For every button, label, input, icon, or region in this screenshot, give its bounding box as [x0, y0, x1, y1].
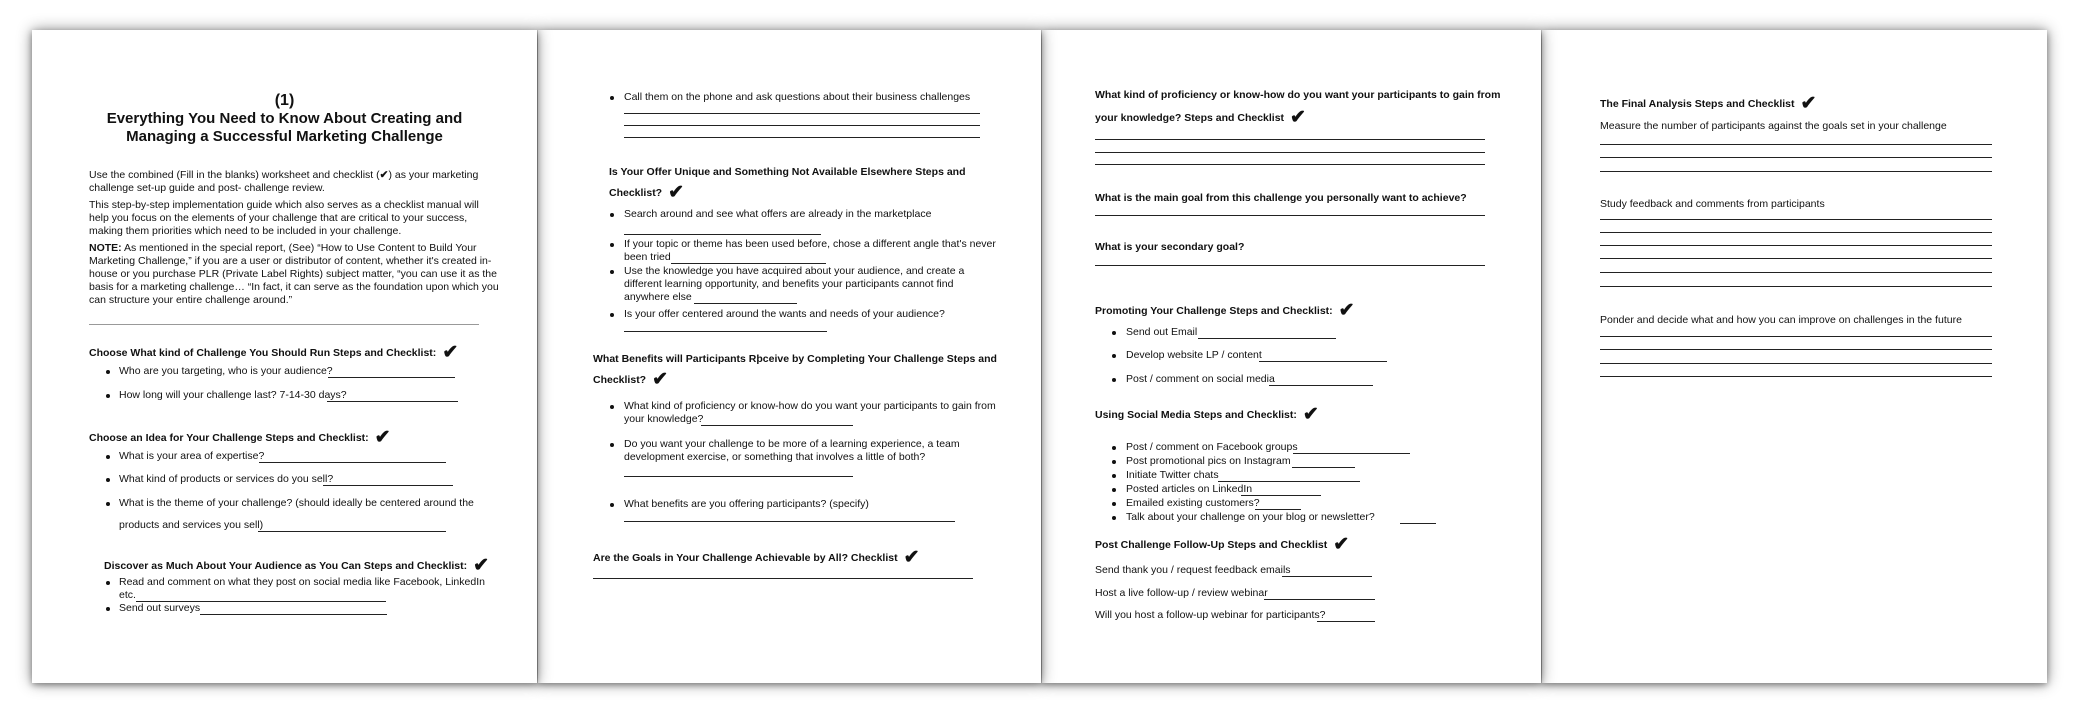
answer-line[interactable] [1095, 265, 1485, 266]
document-page-2 [538, 30, 1041, 683]
bullet-icon [1112, 354, 1116, 358]
answer-line[interactable] [1600, 258, 1992, 259]
question-text: What is your area of expertise? [119, 450, 265, 462]
heading-text: Promoting Your Challenge Steps and Checklist: [1095, 305, 1333, 317]
bullet-icon [106, 394, 110, 398]
bullet-icon [1112, 446, 1116, 450]
checklist-item: Post / comment on Facebook groups [1126, 441, 1298, 453]
section-heading [609, 182, 684, 204]
bullet-icon [1112, 331, 1116, 335]
intro-paragraph [89, 169, 478, 182]
question-heading: What is the main goal from this challenge you personally want to achieve? [1095, 192, 1467, 204]
question-text: anywhere else [624, 291, 692, 303]
checklist-item: Develop website LP / content [1126, 349, 1262, 361]
bullet-icon [610, 503, 614, 507]
question-text: Call them on the phone and ask questions about their business challenges [624, 91, 971, 103]
heading-text: Discover as Much About Your Audience as You Can Steps and Checklist: [104, 560, 468, 572]
heading-text: Checklist? [609, 187, 663, 199]
question-text: Read and comment on what they post on social media like Facebook, LinkedIn [119, 576, 485, 588]
bullet-icon [106, 502, 110, 506]
document-title-line-1: Everything You Need to Know About Creating and [106, 110, 463, 127]
note-label: NOTE: [89, 242, 122, 254]
bullet-icon [106, 581, 110, 585]
intro-text: ) as your marketing [388, 169, 479, 181]
answer-line[interactable] [624, 476, 853, 477]
section-heading [89, 428, 391, 447]
answer-line[interactable] [1600, 272, 1992, 273]
checklist-item: Host a live follow-up / review webinar [1095, 587, 1268, 599]
bullet-icon [106, 370, 110, 374]
intro-text: Use the combined (Fill in the blanks) worksheet and checklist ( [89, 169, 380, 181]
bullet-icon [1112, 460, 1116, 464]
checkmark-icon: ✔ [1302, 404, 1319, 425]
guide-text: This step-by-step implementation guide which also serves as a checklist manual will [89, 199, 479, 211]
question-text: different learning opportunity, and benefits your participants cannot find [624, 278, 954, 290]
bullet-icon [1112, 516, 1116, 520]
checklist-item: Initiate Twitter chats [1126, 469, 1219, 481]
answer-blank[interactable] [1264, 599, 1375, 600]
question-text: Search around and see what offers are already in the marketplace [624, 208, 932, 220]
bullet-icon [1112, 378, 1116, 382]
checklist-item: Send out Email [1126, 326, 1198, 338]
question-text: etc. [119, 589, 136, 601]
answer-line[interactable] [1095, 215, 1485, 216]
question-text: been tried [624, 251, 671, 263]
bullet-icon [106, 607, 110, 611]
answer-line[interactable] [1600, 363, 1992, 364]
checklist-item: Measure the number of participants against the goals set in your challenge [1600, 120, 1947, 132]
intro-text: challenge set-up guide and post- challenge review. [89, 182, 325, 194]
document-title-line-2: Managing a Successful Marketing Challenge [126, 128, 443, 145]
answer-blank[interactable] [1198, 338, 1336, 339]
heading-text: Using Social Media Steps and Checklist: [1095, 409, 1297, 421]
answer-line[interactable] [624, 331, 827, 332]
checkmark-icon: ✔ [1290, 107, 1306, 128]
question-text: What is the theme of your challenge? (should ideally be centered around the [119, 497, 474, 509]
bullet-icon [610, 443, 614, 447]
answer-blank[interactable] [1282, 576, 1372, 577]
section-heading [1095, 301, 1355, 320]
answer-blank[interactable] [1218, 481, 1360, 482]
answer-blank[interactable] [258, 531, 446, 532]
section-heading [1095, 535, 1349, 554]
note-text: Marketing Challenge,” if you are a user or distributor of content, whether it's created in- [89, 255, 492, 267]
heading-text: Are the Goals in Your Challenge Achievable by All? Checklist [593, 552, 898, 564]
note-text: house or you purchase PLR (Private Label Rights) subject matter, “you can use it as the [89, 268, 497, 280]
section-heading [1600, 94, 1816, 113]
checkmark-icon: ✔ [374, 427, 391, 448]
heading-text: Choose What kind of Challenge You Should Run Steps and Checklist: [89, 347, 437, 359]
question-text: products and services you sell) [119, 519, 264, 531]
answer-line[interactable] [1600, 144, 1992, 145]
bullet-icon [610, 96, 614, 100]
section-heading [104, 556, 489, 575]
checkmark-icon: ✔ [473, 555, 490, 576]
answer-line[interactable] [1600, 286, 1992, 287]
section-heading [1095, 107, 1306, 129]
answer-blank[interactable] [694, 303, 797, 304]
answer-line[interactable] [1600, 336, 1992, 337]
bullet-icon [610, 213, 614, 217]
question-text: development exercise, or something that involves a little of both? [624, 451, 926, 463]
bullet-icon [106, 478, 110, 482]
answer-blank[interactable] [1400, 523, 1436, 524]
question-text: Do you want your challenge to be more of a learning experience, a team [624, 438, 960, 450]
section-heading: What kind of proficiency or know-how do you want your participants to gain from [1095, 89, 1501, 101]
answer-line[interactable] [1600, 171, 1992, 172]
answer-line[interactable] [624, 234, 821, 235]
checkmark-icon: ✔ [903, 547, 920, 568]
checklist-item: Post / comment on social media [1126, 373, 1275, 385]
question-text: Is your offer centered around the wants and needs of your audience? [624, 308, 945, 320]
section-heading [593, 369, 668, 391]
answer-line[interactable] [624, 137, 980, 138]
answer-line[interactable] [1600, 376, 1992, 377]
answer-line[interactable] [1600, 219, 1992, 220]
answer-blank[interactable] [1255, 509, 1301, 510]
note-text: As mentioned in the special report, (See) “How to Use Content to Build Your [121, 242, 477, 254]
bullet-icon [106, 455, 110, 459]
answer-line[interactable] [624, 521, 955, 522]
note-text: basis for a marketing challenge… “In fact, it can serve as the foundation upon which you [89, 281, 499, 293]
note-paragraph [89, 242, 477, 255]
answer-line[interactable] [1095, 139, 1485, 140]
checklist-item: Ponder and decide what and how you can improve on challenges in the future [1600, 314, 1962, 326]
checkmark-icon: ✔ [1800, 93, 1817, 114]
answer-blank[interactable] [1292, 467, 1355, 468]
checklist-item: Talk about your challenge on your blog or newsletter? [1126, 511, 1375, 523]
checkmark-icon: ✔ [379, 169, 389, 181]
question-text: How long will your challenge last? 7-14-30 days? [119, 389, 347, 401]
answer-line[interactable] [1095, 164, 1485, 165]
answer-line[interactable] [1600, 245, 1992, 246]
section-heading [593, 548, 920, 567]
checklist-item: Send thank you / request feedback emails [1095, 564, 1291, 576]
heading-text: The Final Analysis Steps and Checklist [1600, 98, 1795, 110]
question-text: Use the knowledge you have acquired about your audience, and create a [624, 265, 965, 277]
page-number: (1) [274, 92, 295, 109]
answer-line[interactable] [1600, 157, 1992, 158]
question-text: What benefits are you offering participants? (specify) [624, 498, 869, 510]
bullet-icon [610, 405, 614, 409]
answer-blank[interactable] [1269, 385, 1373, 386]
question-text: your knowledge? [624, 413, 704, 425]
answer-line[interactable] [1600, 232, 1992, 233]
answer-blank[interactable] [1241, 495, 1321, 496]
section-heading: Is Your Offer Unique and Something Not Available Elsewhere Steps and [609, 166, 966, 178]
question-text: Send out surveys [119, 602, 201, 614]
answer-line[interactable] [624, 125, 980, 126]
answer-blank[interactable] [323, 485, 453, 486]
divider [89, 324, 479, 325]
document-page-3 [1042, 30, 1541, 683]
question-heading: What is your secondary goal? [1095, 241, 1245, 253]
bullet-icon [1112, 474, 1116, 478]
answer-blank[interactable] [328, 377, 455, 378]
bullet-icon [1112, 502, 1116, 506]
question-text: Who are you targeting, who is your audience? [119, 365, 333, 377]
document-page-1 [32, 30, 537, 683]
question-text: What kind of products or services do you sell? [119, 473, 334, 485]
bullet-icon [1112, 488, 1116, 492]
bullet-icon [610, 243, 614, 247]
answer-line[interactable] [1095, 152, 1485, 153]
section-heading: What Benefits will Participants Rþceive by Completing Your Challenge Steps and [593, 353, 997, 365]
answer-blank[interactable] [327, 401, 458, 402]
question-text: If your topic or theme has been used before, chose a different angle that's never [624, 238, 996, 250]
section-heading [89, 343, 458, 362]
answer-blank[interactable] [1293, 453, 1410, 454]
answer-line[interactable] [593, 578, 973, 579]
answer-blank[interactable] [1317, 621, 1375, 622]
heading-text: Post Challenge Follow-Up Steps and Checklist [1095, 539, 1328, 551]
checkmark-icon: ✔ [668, 182, 685, 203]
checklist-item: Post promotional pics on Instagram [1126, 455, 1291, 467]
checklist-item: Emailed existing customers? [1126, 497, 1260, 509]
bullet-icon [610, 313, 614, 317]
heading-text: Checklist? [593, 374, 647, 386]
note-text: can structure your entire challenge around.” [89, 294, 293, 306]
heading-text: Choose an Idea for Your Challenge Steps and Checklist: [89, 432, 369, 444]
checklist-item: Will you host a follow-up webinar for participants? [1095, 609, 1326, 621]
answer-line[interactable] [624, 113, 980, 114]
checkmark-icon: ✔ [1333, 534, 1350, 555]
document-page-4 [1542, 30, 2047, 683]
checkmark-icon: ✔ [442, 342, 459, 363]
checkmark-icon: ✔ [652, 369, 669, 390]
guide-text: help you focus on the elements of your challenge that are critical to your success, [89, 212, 468, 224]
guide-text: making them priorities which need to be included in your challenge. [89, 225, 402, 237]
question-text: What kind of proficiency or know-how do you want your participants to gain from [624, 400, 996, 412]
answer-line[interactable] [1600, 349, 1992, 350]
answer-blank[interactable] [1259, 361, 1387, 362]
checkmark-icon: ✔ [1338, 300, 1355, 321]
answer-blank[interactable] [259, 462, 446, 463]
bullet-icon [610, 270, 614, 274]
heading-text: your knowledge? Steps and Checklist [1095, 112, 1285, 124]
section-heading [1095, 405, 1319, 424]
answer-blank[interactable] [701, 425, 853, 426]
answer-blank[interactable] [671, 263, 826, 264]
checklist-item: Posted articles on LinkedIn [1126, 483, 1253, 495]
checklist-item: Study feedback and comments from participants [1600, 198, 1825, 210]
answer-blank[interactable] [200, 614, 387, 615]
